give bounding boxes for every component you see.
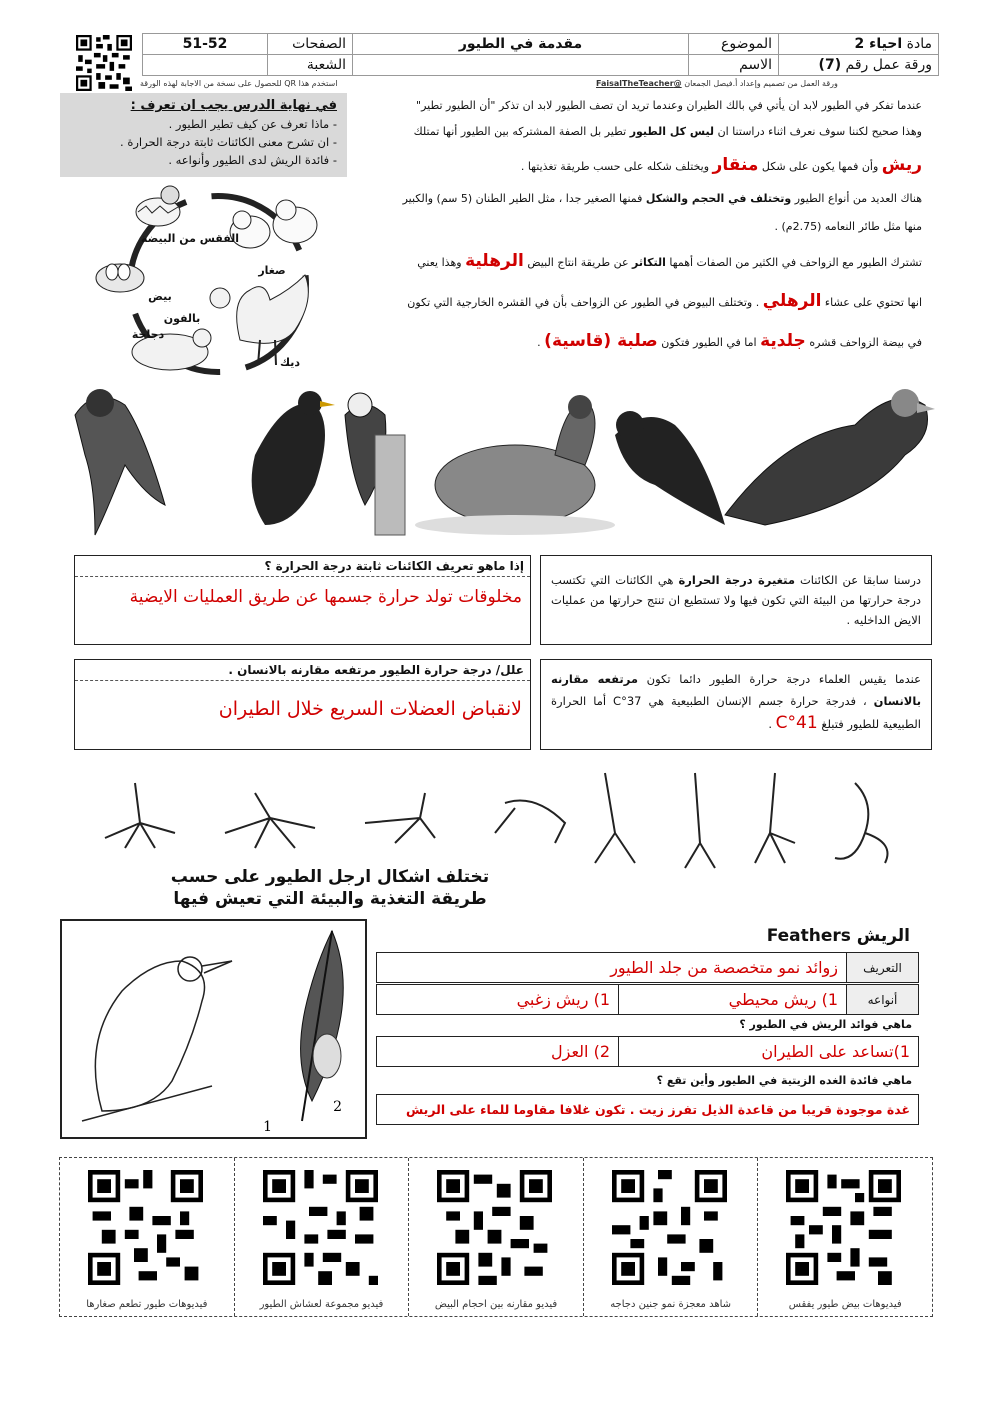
label-hen: دجاجة	[131, 328, 165, 341]
qr-code-icon[interactable]	[437, 1170, 552, 1285]
pages-label: الصفحات	[268, 34, 353, 55]
objectives-title: في نهاية الدرس يجب ان تعرف :	[130, 98, 337, 113]
feet-caption: تختلف اشكال ارجل الطيور على حسب طريقة التغذية والبيئة التي تعيش فيها	[170, 867, 490, 909]
section-field[interactable]	[143, 55, 268, 76]
answer-qr-code[interactable]	[76, 35, 132, 91]
chicks-icon	[230, 200, 317, 248]
swallow-icon	[75, 389, 165, 535]
bird-feet-illustration	[95, 763, 935, 873]
hatching-chick-icon	[136, 186, 180, 226]
intro-paragraph-1: عندما تفكر في الطيور لابد ان يأتي في بالك الطيران وعندما تريد ان تصف الطيور لابد ان تذكر "أن الطيور تطير" وهذا صحيح لكننا سوف نعرف اثناء دراستنا ان ليس كل الطيور تطير بل الصفة المشتركه بين الطيور أنها تمتلك ريش وأن فمها يكون على شكل منقار ويختلف شكله على حسب طريقة تغذيتها .	[413, 99, 922, 175]
rooster-icon	[210, 275, 308, 365]
beak-term: منقار	[712, 155, 759, 175]
objectives-box	[60, 93, 347, 177]
feathers-benefits-table	[376, 1036, 919, 1067]
feather-type-down[interactable]: 1) ريش زغبي	[377, 985, 619, 1015]
label-hatch: الفقس من البيضة	[140, 232, 240, 245]
woodpecker-icon	[345, 393, 405, 535]
name-label: الاسم	[689, 55, 779, 76]
foot-2-icon	[225, 793, 315, 848]
bird-drawing-icon	[82, 957, 232, 1121]
video-caption: فيديوهات بيض طيور يفقس	[788, 1299, 902, 1310]
feathers-definition-table	[376, 952, 919, 983]
foot-5-icon	[595, 773, 635, 863]
label-chicks: صغار	[258, 264, 286, 277]
feathers-benefits-question: ماهي فوائد الريش في الطيور ؟	[739, 1018, 912, 1031]
foot-8-icon	[835, 783, 888, 863]
bird-temperature: 41°C	[775, 713, 818, 733]
foot-7-icon	[755, 773, 795, 863]
birds-illustration	[65, 375, 945, 540]
credits-line: ورقة العمل من تصميم وإعداد أ.فيصل الجمعان @FaisalTheTeacher	[596, 79, 838, 88]
video-qr-cell[interactable]	[583, 1158, 758, 1316]
benefit-insulation[interactable]: 2) العزل	[377, 1037, 619, 1067]
intro-paragraph-3: تشترك الطيور مع الزواحف في الكثير من الصفات أهمها التكاثر عن طريقة انتاج البيض الرهلية وهذا يعني انها تحتوي على عشاء الرهلي . وتختلف البيوض في الطيور عن الزواحف بأن في القشره الخارجية التي تكون في بيضة الزواحف قشره جلدية اما في الطيور فتكون صلبة (قاسية) .	[407, 251, 922, 351]
objective-item: - ماذا تعرف عن كيف تطير الطيور .	[168, 117, 337, 131]
feather-type-contour[interactable]: 1) ريش محيطي	[619, 985, 847, 1015]
foot-6-icon	[685, 773, 715, 868]
section-label: الشعبة	[268, 55, 353, 76]
qr-note: استخدم هذا QR للحصول على نسخة من الاجابة لهذه الورقة	[140, 79, 338, 88]
endotherm-question: إذا ماهو تعريف الكائنات ثابتة درجة الحرارة ؟	[75, 556, 530, 577]
pheasant-icon	[415, 395, 615, 535]
video-caption: فيديوهات طيور تطعم صغارها	[86, 1299, 208, 1310]
blackbird-icon	[252, 391, 335, 525]
label-eggs: بيض	[148, 290, 172, 303]
foot-1-icon	[105, 783, 175, 848]
intro-paragraph-2: هناك العديد من أنواع الطيور وتختلف في الحجم والشكل فمنها الصغير جدا ، مثل الطير الطنان (5 سم) والكبير منها مثل طائر النعامه (2.75م) .	[402, 192, 922, 233]
benefit-flight[interactable]: 1)تساعد على الطيران	[619, 1037, 919, 1067]
feather-label-1: 1	[263, 1119, 272, 1135]
definition-label: التعريف	[847, 953, 919, 983]
label-rooster: ديك	[279, 356, 301, 369]
feather-icon	[301, 931, 344, 1121]
feathers-types-table	[376, 984, 919, 1015]
qr-code-icon[interactable]	[786, 1170, 901, 1285]
header-table	[142, 33, 939, 76]
video-qr-cell[interactable]	[60, 1158, 234, 1316]
reason-answer[interactable]: لانقباض العضلات السريع خلال الطيران	[218, 698, 522, 720]
feathers-title: الريش Feathers	[766, 926, 910, 946]
objective-item: - فائدة الريش لدى الطيور وأنواعه .	[168, 153, 337, 167]
endotherm-answer[interactable]: مخلوقات تولد حرارة جسمها عن طريق العمليات الايضية	[129, 587, 522, 607]
foot-3-icon	[365, 793, 435, 843]
foot-4-icon	[495, 801, 565, 844]
name-field[interactable]	[353, 55, 689, 76]
subject-cell: مادة احياء 2	[779, 34, 939, 55]
types-label: أنواعه	[847, 985, 919, 1015]
qr-code-icon[interactable]	[612, 1170, 727, 1285]
eagle-icon	[725, 389, 935, 525]
qr-code-icon[interactable]	[263, 1170, 378, 1285]
video-qr-cell[interactable]	[408, 1158, 583, 1316]
video-qr-row	[59, 1157, 933, 1317]
topic-value: مقدمة في الطيور	[353, 34, 689, 55]
oil-gland-table	[376, 1094, 919, 1125]
video-qr-cell[interactable]	[757, 1158, 932, 1316]
temperature-info-box: عندما يقيس العلماء درجة حرارة الطيور دائما تكون مرتفعه مقارنه بالانسان ، فدرجة حرارة جسم الإنسان الطبيعية هي 37°C أما الحرارة الطبيعية للطيور فتبلغ 41°C .	[540, 659, 932, 750]
feathers-term: ريش	[881, 155, 922, 175]
endotherm-question-box	[74, 555, 531, 645]
video-caption: شاهد معجزة نمو جنين دجاجه	[610, 1299, 732, 1310]
feathers-illustration-box	[60, 919, 367, 1139]
oil-gland-question: ماهي فائدة الغده الزيتية في الطيور وأين تقع ؟	[656, 1074, 912, 1087]
worksheet-cell: ورقة عمل رقم (7)	[779, 55, 939, 76]
definition-answer[interactable]: زوائد نمو متخصصة من جلد الطيور	[377, 953, 847, 983]
chicken-lifecycle-diagram	[90, 180, 340, 380]
pages-value: 51-52	[143, 34, 268, 55]
qr-code-icon[interactable]	[88, 1170, 203, 1285]
qr-icon	[76, 35, 132, 91]
eggs-nest-icon	[96, 264, 144, 292]
ectotherm-info-box: درسنا سابقا عن الكائنات متغيرة درجة الحرارة هي الكائنات التي تكتسب درجة حرارتها من البيئة التي تكون فيها ولا تستطيع ان تنتج حرارتها من عمليات الايض الداخليه .	[540, 555, 932, 645]
video-qr-cell[interactable]	[234, 1158, 409, 1316]
reason-question: علل/ درجة حرارة الطيور مرتفعه مقارنه بالانسان .	[75, 660, 530, 681]
feather-label-2: 2	[333, 1099, 342, 1115]
video-caption: فيديو مقارنه بين احجام البيض	[434, 1299, 558, 1310]
objective-item: - ان تشرح معنى الكائنات ثابتة درجة الحرارة .	[120, 135, 337, 149]
crow-icon	[615, 411, 725, 525]
video-caption: فيديو مجموعة لعشاش الطيور	[259, 1299, 384, 1310]
topic-label: الموضوع	[689, 34, 779, 55]
reason-question-box	[74, 659, 531, 750]
label-pullet: بالفون	[163, 312, 201, 325]
oil-gland-answer[interactable]: غدة موجودة قريبا من قاعدة الذيل تفرز زيت . تكون غلافا مقاوما للماء على الريش	[377, 1095, 919, 1125]
